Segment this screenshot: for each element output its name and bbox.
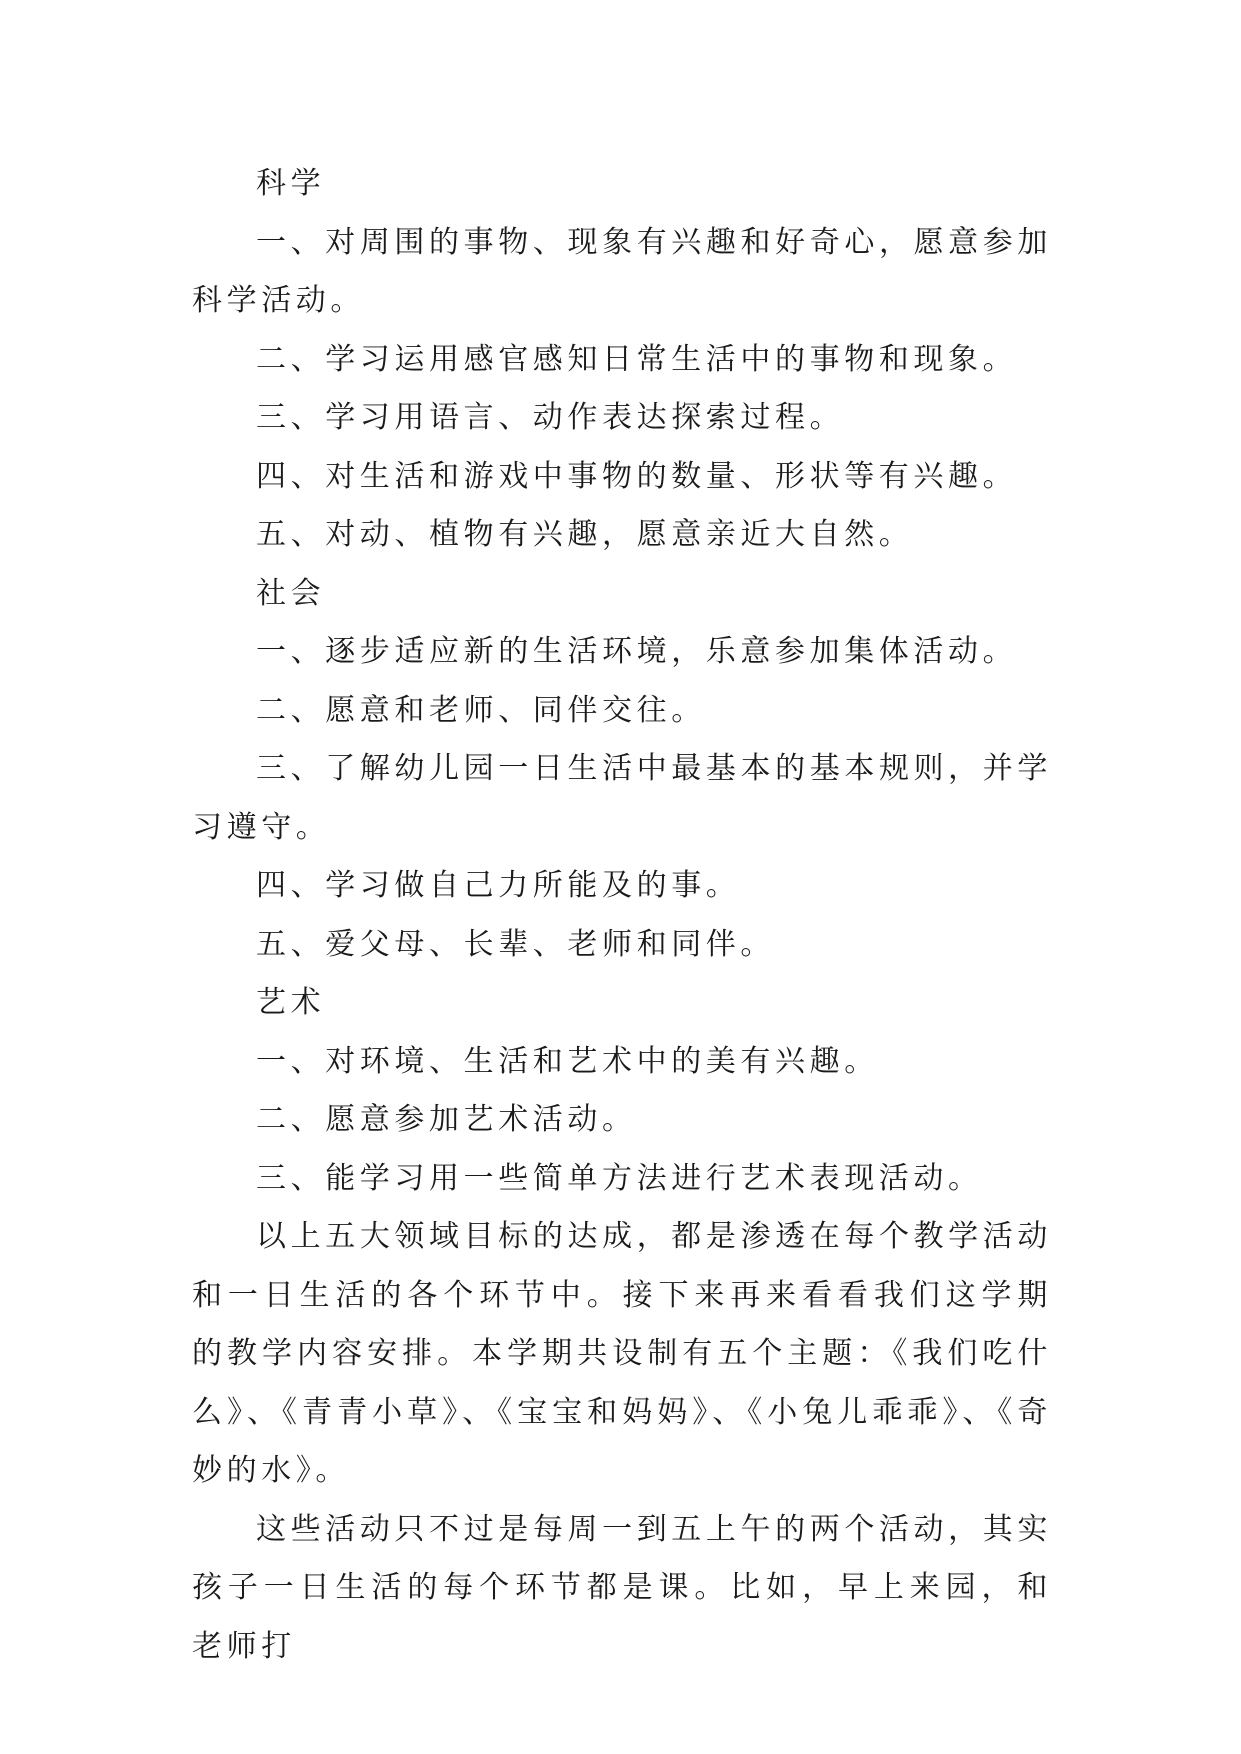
- paragraph: 一、对周围的事物、现象有兴趣和好奇心，愿意参加科学活动。: [192, 224, 1052, 318]
- paragraph: 三、学习用语言、动作表达探索过程。: [256, 400, 845, 435]
- paragraph: 四、学习做自己力所能及的事。: [256, 868, 741, 903]
- section-heading-science: 科学: [256, 166, 326, 201]
- paragraph: 三、能学习用一些简单方法进行艺术表现活动。: [256, 1160, 983, 1196]
- paragraph: 一、对环境、生活和艺术中的美有兴趣。: [256, 1043, 879, 1079]
- paragraph: 以上五大领域目标的达成，都是渗透在每个教学活动和一日生活的各个环节中。接下来再来看看我们这学期的教学内容安排。本学期共设制有五个主题：《我们吃什么》、《青青小草》、《宝宝和妈妈》、《小兔儿乖乖》、《奇妙的水》。: [192, 1219, 1052, 1488]
- section-heading-society: 社会: [256, 575, 326, 611]
- paragraph: 五、爱父母、长辈、老师和同伴。: [256, 926, 775, 962]
- paragraph: 四、对生活和游戏中事物的数量、形状等有兴趣。: [256, 458, 1018, 494]
- document-body: [192, 155, 1052, 1676]
- section-heading-art: 艺术: [256, 985, 326, 1020]
- paragraph: 二、愿意和老师、同伴交往。: [256, 692, 706, 728]
- paragraph: 这些活动只不过是每周一到五上午的两个活动，其实孩子一日生活的每个环节都是课。比如，早上来园，和老师打: [192, 1511, 1052, 1664]
- paragraph: 五、对动、植物有兴趣，愿意亲近大自然。: [256, 517, 914, 552]
- paragraph: 二、学习运用感官感知日常生活中的事物和现象。: [256, 341, 1018, 377]
- paragraph: 三、了解幼儿园一日生活中最基本的基本规则，并学习遵守。: [192, 751, 1052, 845]
- paragraph: 二、愿意参加艺术活动。: [256, 1102, 637, 1137]
- paragraph: 一、逐步适应新的生活环境，乐意参加集体活动。: [256, 634, 1018, 669]
